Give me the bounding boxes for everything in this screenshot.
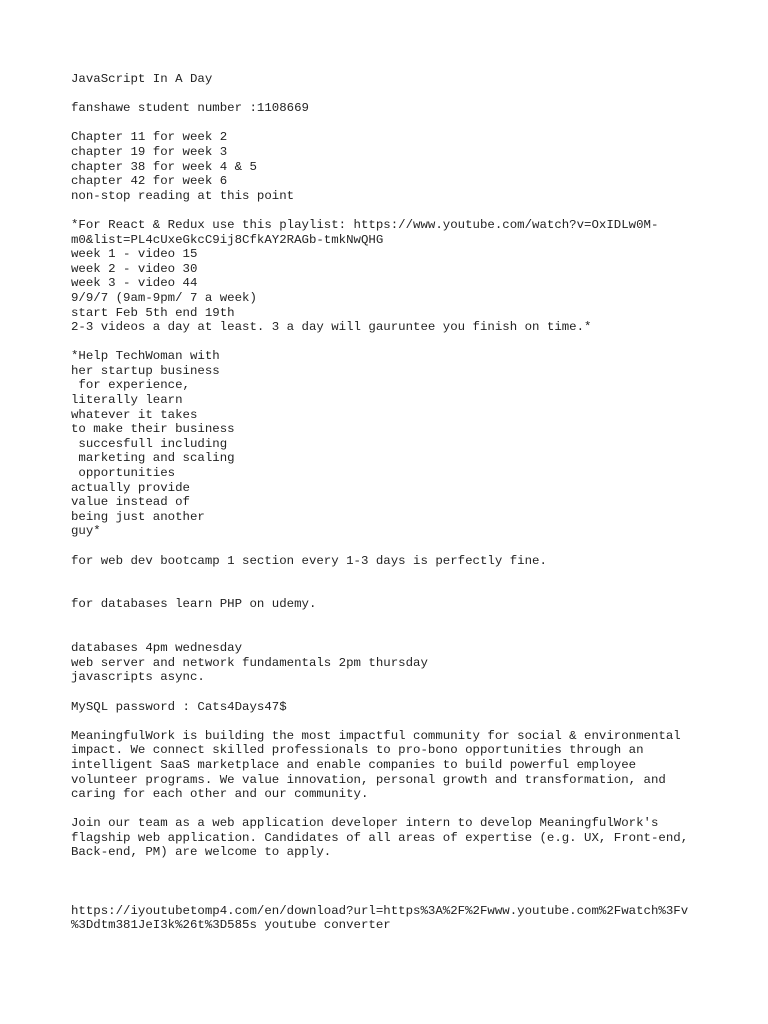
text-line: flagship web application. Candidates of all areas of expertise (e.g. UX, Front-end, bbox=[71, 830, 689, 845]
blank-line bbox=[71, 802, 751, 817]
blank-line bbox=[71, 568, 751, 583]
text-line: 2-3 videos a day at least. 3 a day will gauruntee you finish on time.* bbox=[71, 320, 592, 335]
text-line: actually provide bbox=[71, 480, 190, 495]
text-line: JavaScript In A Day bbox=[71, 72, 213, 86]
text-line bbox=[71, 889, 751, 904]
text-block bbox=[71, 583, 751, 612]
blank-line bbox=[71, 612, 751, 627]
text-line: MeaningfulWork is building the most impactful community for social & environmental bbox=[71, 728, 681, 743]
text-block bbox=[71, 101, 751, 116]
text-line: her startup business bbox=[71, 363, 220, 378]
text-line: fanshawe student number :1108669 bbox=[71, 101, 309, 116]
text-line: *Help TechWoman with bbox=[71, 349, 220, 364]
text-block bbox=[71, 349, 751, 539]
text-line: Chapter 11 for week 2 bbox=[71, 130, 228, 145]
text-line: being just another bbox=[71, 509, 205, 524]
text-line: for experience, bbox=[71, 378, 190, 393]
blank-line bbox=[71, 116, 751, 131]
text-line: javascripts async. bbox=[71, 670, 205, 685]
text-block bbox=[71, 729, 751, 802]
text-line: caring for each other and our community. bbox=[71, 787, 369, 802]
text-line: to make their business bbox=[71, 422, 235, 437]
text-line: marketing and scaling bbox=[71, 451, 235, 466]
blank-line bbox=[71, 860, 751, 875]
text-line: %3Ddtm381JeI3k%26t%3D585s youtube converter bbox=[71, 918, 391, 933]
text-line: Join our team as a web application developer intern to develop MeaningfulWork's bbox=[71, 816, 659, 831]
text-line: https://iyoutubetomp4.com/en/download?url=https%3A%2F%2Fwww.youtube.com%2Fwatch%3Fv bbox=[71, 903, 689, 918]
text-line: Back-end, PM) are welcome to apply. bbox=[71, 845, 332, 860]
text-line: chapter 19 for week 3 bbox=[71, 144, 228, 159]
text-line: intelligent SaaS marketplace and enable companies to build powerful employee bbox=[71, 757, 637, 772]
text-line: value instead of bbox=[71, 495, 190, 510]
text-line bbox=[71, 875, 751, 890]
text-line: non-stop reading at this point bbox=[71, 188, 295, 203]
text-line: opportunities bbox=[71, 466, 176, 481]
text-block bbox=[71, 130, 751, 203]
text-line: web server and network fundamentals 2pm thursday bbox=[71, 655, 428, 670]
text-block bbox=[71, 627, 751, 685]
text-block bbox=[71, 875, 751, 933]
text-block bbox=[71, 72, 751, 87]
text-block bbox=[71, 816, 751, 860]
text-block bbox=[71, 700, 751, 715]
text-line: databases 4pm wednesday bbox=[71, 641, 243, 656]
blank-line bbox=[71, 87, 751, 102]
text-line: *For React & Redux use this playlist: https://www.youtube.com/watch?v=OxIDLw0M- bbox=[71, 217, 659, 232]
blank-line bbox=[71, 685, 751, 700]
text-line: chapter 38 for week 4 & 5 bbox=[71, 159, 257, 174]
text-line: literally learn bbox=[71, 393, 183, 408]
text-line: week 2 - video 30 bbox=[71, 261, 198, 276]
text-line: guy* bbox=[71, 524, 101, 539]
text-line: chapter 42 for week 6 bbox=[71, 174, 228, 189]
text-line: MySQL password : Cats4Days47$ bbox=[71, 699, 287, 714]
text-line bbox=[71, 583, 751, 598]
text-block bbox=[71, 554, 751, 569]
blank-line bbox=[71, 714, 751, 729]
text-line: 9/9/7 (9am-9pm/ 7 a week) bbox=[71, 290, 257, 305]
blank-line bbox=[71, 335, 751, 350]
text-line bbox=[71, 627, 751, 642]
text-line: for web dev bootcamp 1 section every 1-3 days is perfectly fine. bbox=[71, 553, 547, 568]
text-line: impact. We connect skilled professionals to pro-bono opportunities through an bbox=[71, 743, 644, 758]
text-line: week 3 - video 44 bbox=[71, 276, 198, 291]
text-block bbox=[71, 218, 751, 335]
text-line: whatever it takes bbox=[71, 407, 198, 422]
text-line: m0&list=PL4cUxeGkcC9ij8CfkAY2RAGb-tmkNwQHG bbox=[71, 232, 384, 247]
text-line: for databases learn PHP on udemy. bbox=[71, 597, 317, 612]
text-line: volunteer programs. We value innovation, personal growth and transformation, and bbox=[71, 772, 666, 787]
text-line: start Feb 5th end 19th bbox=[71, 305, 235, 320]
blank-line bbox=[71, 539, 751, 554]
text-line: succesfull including bbox=[71, 436, 228, 451]
document-body bbox=[71, 72, 751, 933]
blank-line bbox=[71, 203, 751, 218]
text-line: week 1 - video 15 bbox=[71, 247, 198, 262]
